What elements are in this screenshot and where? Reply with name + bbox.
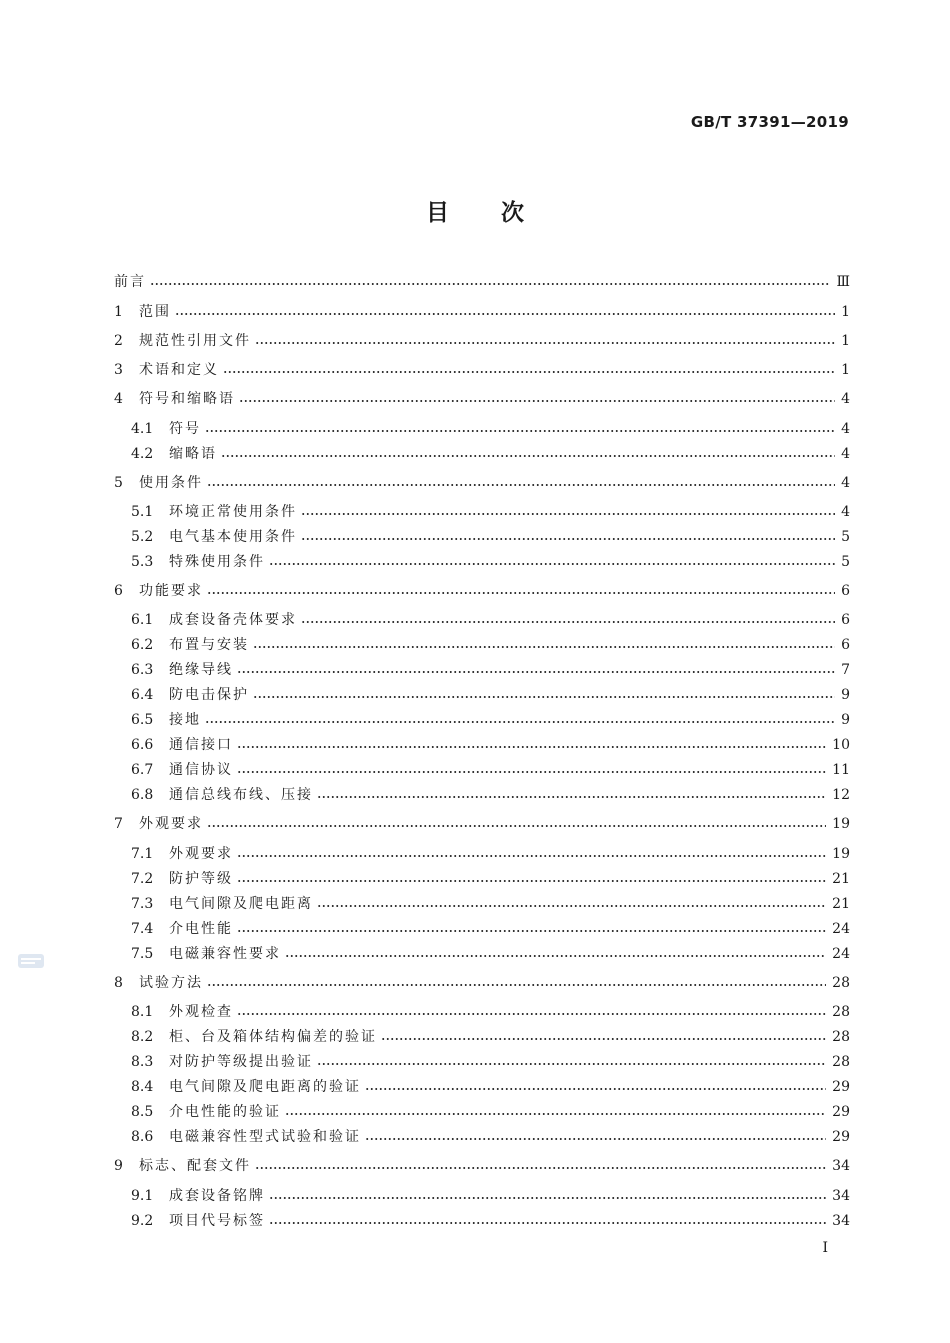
toc-entry[interactable] bbox=[114, 387, 850, 411]
toc-entry-number: 9 bbox=[114, 1158, 123, 1174]
toc-entry-number: 6.6 bbox=[131, 737, 154, 753]
toc-entry[interactable] bbox=[131, 525, 850, 549]
toc-entry-page: 5 bbox=[841, 529, 850, 545]
toc-entry[interactable] bbox=[131, 1050, 850, 1074]
toc-entry-page: Ⅲ bbox=[836, 274, 850, 290]
toc-entry-page: 11 bbox=[832, 762, 850, 778]
toc-entry-label: 布置与安装 bbox=[169, 637, 249, 653]
toc-entry-label: 电气基本使用条件 bbox=[169, 529, 297, 545]
dot-leader bbox=[239, 400, 835, 402]
dot-leader bbox=[207, 592, 835, 594]
toc-entry[interactable] bbox=[131, 442, 850, 466]
toc-entry-number: 8.4 bbox=[131, 1079, 154, 1095]
toc-entry-page: 7 bbox=[841, 662, 850, 678]
toc-entry-number: 6.2 bbox=[131, 637, 154, 653]
dot-leader bbox=[301, 513, 835, 515]
toc-entry-label: 外观检查 bbox=[169, 1004, 233, 1020]
toc-entry-label: 外观要求 bbox=[139, 816, 203, 832]
toc-entry[interactable] bbox=[131, 783, 850, 807]
toc-entry[interactable] bbox=[131, 500, 850, 524]
dot-leader bbox=[253, 696, 835, 698]
toc-entry-label: 对防护等级提出验证 bbox=[169, 1054, 313, 1070]
toc-entry[interactable] bbox=[114, 579, 850, 603]
toc-entry-page: 6 bbox=[841, 637, 850, 653]
toc-entry-number: 7.2 bbox=[131, 871, 154, 887]
toc-entry-number: 4.1 bbox=[131, 421, 154, 437]
toc-entry-label: 绝缘导线 bbox=[169, 662, 233, 678]
toc-entry-number: 6 bbox=[114, 583, 123, 599]
dot-leader bbox=[269, 563, 835, 565]
toc-entry[interactable] bbox=[114, 971, 850, 995]
dot-leader bbox=[237, 746, 826, 748]
toc-entry-page: 4 bbox=[841, 475, 850, 491]
toc-entry-label: 规范性引用文件 bbox=[139, 333, 251, 349]
toc-entry-number: 5 bbox=[114, 475, 123, 491]
toc-entry-label: 前言 bbox=[114, 274, 146, 290]
toc-entry[interactable] bbox=[131, 758, 850, 782]
toc-entry-page: 29 bbox=[832, 1104, 850, 1120]
dot-leader bbox=[269, 1197, 826, 1199]
toc-entry-number: 4 bbox=[114, 391, 123, 407]
toc-entry-page: 28 bbox=[832, 1004, 850, 1020]
toc-entry-page: 4 bbox=[841, 504, 850, 520]
toc-entry-label: 通信接口 bbox=[169, 737, 233, 753]
toc-entry-number: 7 bbox=[114, 816, 123, 832]
dot-leader bbox=[269, 1222, 826, 1224]
toc-entry-number: 6.4 bbox=[131, 687, 154, 703]
toc-entry-number: 6.3 bbox=[131, 662, 154, 678]
toc-entry-page: 34 bbox=[832, 1188, 850, 1204]
dot-leader bbox=[381, 1038, 826, 1040]
toc-entry-page: 4 bbox=[841, 391, 850, 407]
toc-entry-label: 范围 bbox=[139, 304, 171, 320]
toc-entry-label: 功能要求 bbox=[139, 583, 203, 599]
toc-entry-number: 7.1 bbox=[131, 846, 154, 862]
toc-entry[interactable] bbox=[131, 417, 850, 441]
toc-entry[interactable] bbox=[131, 633, 850, 657]
toc-entry-page: 24 bbox=[832, 946, 850, 962]
toc-entry-number: 2 bbox=[114, 333, 123, 349]
toc-entry-page: 29 bbox=[832, 1129, 850, 1145]
dot-leader bbox=[237, 880, 826, 882]
page-title: 目次 bbox=[426, 200, 576, 226]
toc-entry-page: 19 bbox=[832, 846, 850, 862]
toc-entry-number: 9.2 bbox=[131, 1213, 154, 1229]
toc-entry-page: 9 bbox=[841, 712, 850, 728]
dot-leader bbox=[255, 1167, 826, 1169]
toc-entry-label: 电磁兼容性型式试验和验证 bbox=[169, 1129, 361, 1145]
toc-entry[interactable] bbox=[131, 942, 850, 966]
toc-entry-page: 5 bbox=[841, 554, 850, 570]
toc-entry-number: 5.3 bbox=[131, 554, 154, 570]
toc-entry[interactable] bbox=[131, 1184, 850, 1208]
toc-entry-label: 电磁兼容性要求 bbox=[169, 946, 281, 962]
toc-entry-label: 特殊使用条件 bbox=[169, 554, 265, 570]
toc-entry-number: 8.3 bbox=[131, 1054, 154, 1070]
dot-leader bbox=[223, 371, 835, 373]
toc-entry-label: 成套设备壳体要求 bbox=[169, 612, 297, 628]
toc-entry-page: 1 bbox=[841, 333, 850, 349]
toc-entry[interactable] bbox=[131, 1075, 850, 1099]
toc-entry[interactable] bbox=[114, 270, 850, 294]
toc-entry[interactable] bbox=[114, 471, 850, 495]
toc-entry-number: 6.8 bbox=[131, 787, 154, 803]
toc-entry-page: 12 bbox=[832, 787, 850, 803]
toc-entry-label: 试验方法 bbox=[139, 975, 203, 991]
dot-leader bbox=[317, 1063, 826, 1065]
toc-entry-label: 环境正常使用条件 bbox=[169, 504, 297, 520]
toc-entry[interactable] bbox=[131, 917, 850, 941]
toc-entry[interactable] bbox=[131, 1000, 850, 1024]
toc-entry-number: 6.1 bbox=[131, 612, 154, 628]
toc-entry[interactable] bbox=[131, 842, 850, 866]
toc-entry[interactable] bbox=[131, 1125, 850, 1149]
dot-leader bbox=[237, 930, 826, 932]
toc-entry-label: 项目代号标签 bbox=[169, 1213, 265, 1229]
toc-entry-label: 柜、台及箱体结构偏差的验证 bbox=[169, 1029, 377, 1045]
toc-entry-page: 28 bbox=[832, 1029, 850, 1045]
toc-entry-label: 使用条件 bbox=[139, 475, 203, 491]
toc-entry[interactable] bbox=[114, 1154, 850, 1178]
toc-entry[interactable] bbox=[131, 892, 850, 916]
toc-entry-page: 9 bbox=[841, 687, 850, 703]
toc-entry[interactable] bbox=[131, 1209, 850, 1233]
toc-entry-number: 9.1 bbox=[131, 1188, 154, 1204]
toc-entry-page: 21 bbox=[832, 896, 850, 912]
toc-entry-label: 缩略语 bbox=[169, 446, 217, 462]
toc-entry[interactable] bbox=[131, 733, 850, 757]
dot-leader bbox=[237, 671, 835, 673]
dot-leader bbox=[237, 855, 826, 857]
toc-entry[interactable] bbox=[131, 708, 850, 732]
dot-leader bbox=[221, 455, 835, 457]
toc-entry-number: 1 bbox=[114, 304, 123, 320]
dot-leader bbox=[301, 538, 835, 540]
toc-entry-label: 接地 bbox=[169, 712, 201, 728]
toc-entry[interactable] bbox=[131, 658, 850, 682]
toc-entry-label: 电气间隙及爬电距离 bbox=[169, 896, 313, 912]
toc-entry-page: 4 bbox=[841, 421, 850, 437]
toc-entry-page: 34 bbox=[832, 1158, 850, 1174]
toc-entry-number: 8.6 bbox=[131, 1129, 154, 1145]
dot-leader bbox=[317, 796, 826, 798]
toc-entry-label: 符号和缩略语 bbox=[139, 391, 235, 407]
toc-entry-number: 7.3 bbox=[131, 896, 154, 912]
dot-leader bbox=[285, 1113, 826, 1115]
dot-leader bbox=[301, 621, 835, 623]
toc-entry-label: 通信总线布线、压接 bbox=[169, 787, 313, 803]
dot-leader bbox=[207, 984, 826, 986]
toc-entry-page: 24 bbox=[832, 921, 850, 937]
toc-entry-number: 3 bbox=[114, 362, 123, 378]
toc-entry-label: 符号 bbox=[169, 421, 201, 437]
toc-entry-page: 4 bbox=[841, 446, 850, 462]
toc-entry-page: 6 bbox=[841, 583, 850, 599]
toc-entry-page: 28 bbox=[832, 975, 850, 991]
toc-entry[interactable] bbox=[114, 358, 850, 382]
toc-entry-number: 4.2 bbox=[131, 446, 154, 462]
toc-entry-label: 通信协议 bbox=[169, 762, 233, 778]
dot-leader bbox=[207, 484, 835, 486]
toc-entry-page: 34 bbox=[832, 1213, 850, 1229]
page-number: I bbox=[822, 1240, 828, 1256]
dot-leader bbox=[205, 721, 835, 723]
toc-entry[interactable] bbox=[114, 812, 850, 836]
toc-entry-page: 6 bbox=[841, 612, 850, 628]
toc-entry[interactable] bbox=[131, 1100, 850, 1124]
dot-leader bbox=[255, 342, 835, 344]
toc-entry[interactable] bbox=[131, 1025, 850, 1049]
toc-entry-page: 1 bbox=[841, 362, 850, 378]
toc-entry[interactable] bbox=[131, 550, 850, 574]
toc-entry-number: 6.7 bbox=[131, 762, 154, 778]
toc-entry-page: 28 bbox=[832, 1054, 850, 1070]
dot-leader bbox=[237, 1013, 826, 1015]
toc-entry-page: 29 bbox=[832, 1079, 850, 1095]
toc-entry-number: 7.4 bbox=[131, 921, 154, 937]
toc-entry-number: 8.2 bbox=[131, 1029, 154, 1045]
toc-entry-number: 5.2 bbox=[131, 529, 154, 545]
dot-leader bbox=[365, 1138, 826, 1140]
watermark-logo-icon bbox=[18, 954, 44, 968]
toc-entry[interactable] bbox=[114, 300, 850, 324]
toc-entry-number: 6.5 bbox=[131, 712, 154, 728]
toc-entry-page: 19 bbox=[832, 816, 850, 832]
toc-entry-number: 7.5 bbox=[131, 946, 154, 962]
toc-entry[interactable] bbox=[131, 867, 850, 891]
toc-entry[interactable] bbox=[131, 683, 850, 707]
toc-entry-label: 防电击保护 bbox=[169, 687, 249, 703]
dot-leader bbox=[253, 646, 835, 648]
toc-entry-label: 介电性能的验证 bbox=[169, 1104, 281, 1120]
toc-entry[interactable] bbox=[131, 608, 850, 632]
toc-entry-label: 介电性能 bbox=[169, 921, 233, 937]
toc-entry-label: 术语和定义 bbox=[139, 362, 219, 378]
toc-entry-label: 标志、配套文件 bbox=[139, 1158, 251, 1174]
dot-leader bbox=[237, 771, 826, 773]
toc-entry-page: 1 bbox=[841, 304, 850, 320]
dot-leader bbox=[207, 825, 826, 827]
standard-number: GB/T 37391—2019 bbox=[690, 113, 849, 131]
toc-entry-page: 21 bbox=[832, 871, 850, 887]
toc-entry-label: 防护等级 bbox=[169, 871, 233, 887]
toc-entry-number: 8.1 bbox=[131, 1004, 154, 1020]
dot-leader bbox=[175, 313, 835, 315]
toc-entry-number: 5.1 bbox=[131, 504, 154, 520]
toc-entry[interactable] bbox=[114, 329, 850, 353]
dot-leader bbox=[150, 283, 830, 285]
toc-entry-number: 8 bbox=[114, 975, 123, 991]
dot-leader bbox=[365, 1088, 826, 1090]
toc-entry-label: 电气间隙及爬电距离的验证 bbox=[169, 1079, 361, 1095]
toc-entry-number: 8.5 bbox=[131, 1104, 154, 1120]
dot-leader bbox=[205, 430, 835, 432]
toc-entry-label: 成套设备铭牌 bbox=[169, 1188, 265, 1204]
toc-entry-label: 外观要求 bbox=[169, 846, 233, 862]
toc-entry-page: 10 bbox=[832, 737, 850, 753]
dot-leader bbox=[317, 905, 826, 907]
dot-leader bbox=[285, 955, 826, 957]
